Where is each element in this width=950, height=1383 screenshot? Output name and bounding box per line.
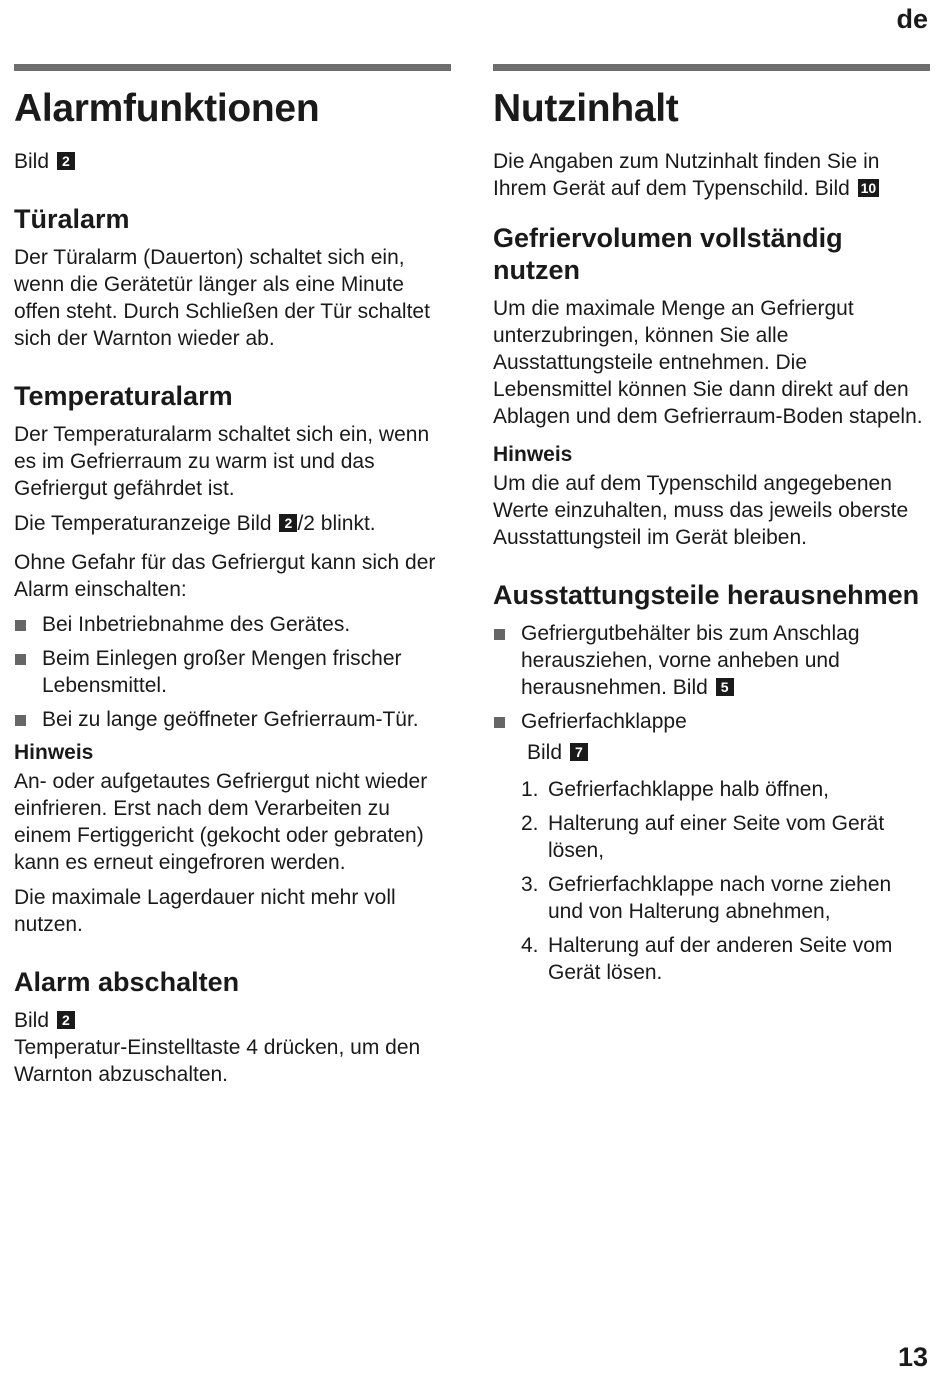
figure-badge: 2	[57, 1011, 75, 1029]
heading-alarm-abschalten: Alarm abschalten	[14, 967, 240, 997]
step-item: 1. Gefrierfachklappe halb öffnen,	[521, 778, 829, 801]
alarm-causes-list	[14, 611, 451, 733]
list-item: Gefriergutbehälter bis zum Anschlag herausziehen, vorne anheben und herausnehmen. Bild 5	[493, 620, 930, 701]
square-bullet-icon	[494, 717, 505, 728]
step-number: 1.	[521, 778, 539, 801]
list-item: Bei zu lange geöffneter Gefrierraum-Tür.	[14, 706, 451, 733]
figure-badge: 2	[57, 152, 75, 170]
step-item: 2. Halterung auf einer Seite vom Gerät lösen,	[521, 812, 885, 862]
heading-ausstattungsteile: Ausstattungsteile herausnehmen	[493, 580, 920, 610]
figure-reference	[14, 148, 451, 175]
figure-badge: 2	[279, 514, 297, 532]
paragraph-gefriervolumen: Um die maximale Menge an Gefriergut unterzubringen, können Sie alle Ausstattungsteile entnehmen. Die Lebensmittel können Sie dann direkt auf den Ablagen und dem Gefrierraum-Boden stapeln.	[493, 297, 923, 428]
right-column	[493, 64, 930, 993]
figure-reference	[493, 739, 930, 766]
heading-tueralarm: Türalarm	[14, 204, 130, 234]
section-title-alarmfunktionen: Alarmfunktionen	[14, 87, 320, 130]
paragraph-hinweis-2: Die maximale Lagerdauer nicht mehr voll nutzen.	[14, 886, 396, 936]
step-item: 4. Halterung auf der anderen Seite vom Gerät lösen.	[521, 934, 893, 984]
paragraph-hinweis-1: An- oder aufgetautes Gefriergut nicht wieder einfrieren. Erst nach dem Verarbeiten zu einem Fertiggericht (gekocht oder gebraten) kann es erneut eingefroren werden.	[14, 770, 428, 874]
heading-temperaturalarm: Temperaturalarm	[14, 381, 233, 411]
paragraph-alarm-abschalten: Temperatur-Einstelltaste 4 drücken, um den Warnton abzuschalten.	[14, 1036, 421, 1086]
heading-gefriervolumen: Gefriervolumen vollständig nutzen	[493, 223, 843, 285]
heading-hinweis: Hinweis	[493, 443, 573, 466]
left-column	[14, 64, 451, 1096]
paragraph-tueralarm: Der Türalarm (Dauerton) schaltet sich ein, wenn die Gerätetür länger als eine Minute offen steht. Durch Schließen der Tür schaltet sich der Warnton wieder ab.	[14, 246, 430, 350]
figure-badge: 5	[716, 678, 734, 696]
list-item: Gefrierfachklappe	[493, 708, 930, 735]
step-item: 3. Gefrierfachklappe nach vorne ziehen und von Halterung abnehmen,	[521, 873, 892, 923]
heading-hinweis: Hinweis	[14, 741, 94, 764]
step-number: 2.	[521, 812, 539, 835]
paragraph-hinweis: Um die auf dem Typenschild angegebenen Werte einzuhalten, muss das jeweils oberste Ausstattungsteil im Gerät bleiben.	[493, 472, 909, 549]
paragraph-nutzinhalt-intro: Die Angaben zum Nutzinhalt finden Sie in Ihrem Gerät auf dem Typenschild. Bild 10	[493, 150, 880, 200]
square-bullet-icon	[15, 715, 26, 726]
language-label: de	[896, 4, 928, 34]
section-rule	[14, 64, 451, 71]
step-number: 3.	[521, 873, 539, 896]
square-bullet-icon	[494, 629, 505, 640]
page-number: 13	[897, 1342, 928, 1372]
figure-reference	[14, 1007, 451, 1034]
bild-label: Bild	[527, 741, 563, 764]
section-rule	[493, 64, 930, 71]
square-bullet-icon	[15, 620, 26, 631]
bild-label: Bild	[14, 150, 50, 173]
list-item: Bei Inbetriebnahme des Gerätes.	[14, 611, 451, 638]
step-number: 4.	[521, 934, 539, 957]
ausstattung-list	[493, 620, 930, 735]
list-item: Beim Einlegen großer Mengen frischer Lebensmittel.	[14, 645, 451, 699]
steps-list	[493, 776, 930, 986]
figure-badge: 10	[858, 179, 880, 197]
bild-label: Bild	[14, 1009, 50, 1032]
section-title-nutzinhalt: Nutzinhalt	[493, 87, 679, 130]
paragraph-temperaturalarm-3: Ohne Gefahr für das Gefriergut kann sich der Alarm einschalten:	[14, 551, 436, 601]
square-bullet-icon	[15, 654, 26, 665]
paragraph-temperaturanzeige	[14, 510, 451, 537]
temperaturanzeige-suffix: /2 blinkt.	[297, 512, 376, 535]
temperaturanzeige-prefix: Die Temperaturanzeige Bild	[14, 512, 272, 535]
figure-badge: 7	[570, 743, 588, 761]
paragraph-temperaturalarm-1: Der Temperaturalarm schaltet sich ein, wenn es im Gefrierraum zu warm ist und das Gefriergut gefährdet ist.	[14, 423, 430, 500]
